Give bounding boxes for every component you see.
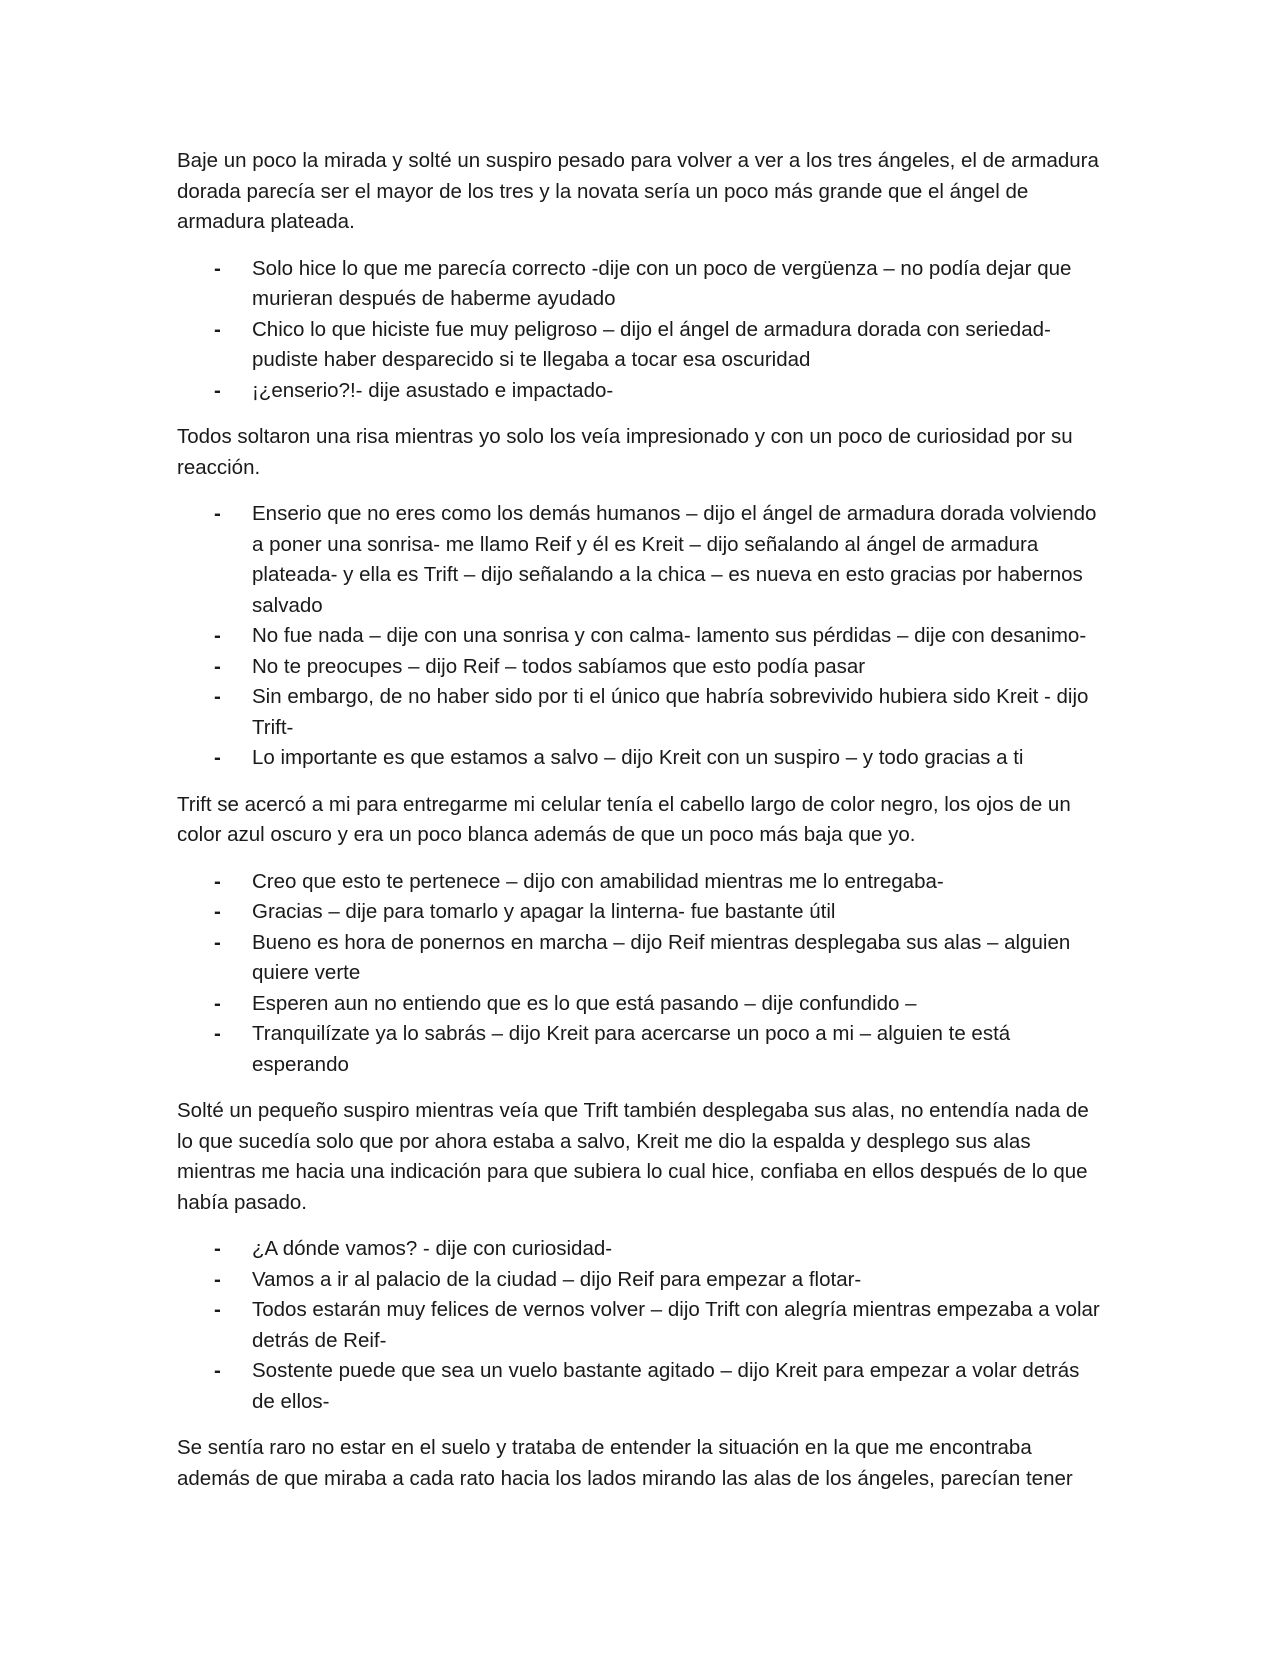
- dash-bullet: -: [214, 869, 221, 893]
- dash-bullet: -: [214, 685, 221, 708]
- dialogue-text: Gracias – dije para tomarlo y apagar la linterna- fue bastante útil: [252, 900, 836, 923]
- dash-bullet: -: [214, 1359, 221, 1382]
- dash-bullet: -: [214, 1267, 221, 1291]
- dialogue-text: ¿A dónde vamos? - dije con curiosidad-: [252, 1237, 613, 1260]
- dialogue-text: Solo hice lo que me parecía correcto -dije con un poco de vergüenza – no podía dejar que murieran después de haberme ayudado: [252, 256, 1072, 310]
- dialogue-list: [177, 254, 1107, 407]
- dialogue-line: [177, 897, 1107, 928]
- dialogue-text: Sin embargo, de no haber sido por ti el único que habría sobrevivido hubiera sido Kreit - dijo Trift-: [252, 685, 1089, 739]
- dialogue-line: [177, 621, 1107, 652]
- dialogue-line: [177, 652, 1107, 683]
- dialogue-text: Bueno es hora de ponernos en marcha – dijo Reif mientras desplegaba sus alas – alguien quiere verte: [252, 930, 1071, 984]
- dash-bullet: -: [214, 502, 221, 525]
- dialogue-line: [177, 1356, 1107, 1417]
- dash-bullet: -: [214, 1298, 221, 1321]
- dash-bullet: -: [214, 1237, 221, 1260]
- dash-bullet: -: [214, 746, 221, 769]
- document-page: [177, 146, 1107, 1510]
- paragraph: Trift se acercó a mi para entregarme mi celular tenía el cabello largo de color negro, los ojos de un color azul oscuro y era un poco blanca además de que un poco más baja que yo.: [177, 792, 1071, 846]
- dialogue-line: [177, 254, 1107, 315]
- dialogue-list: [177, 1234, 1107, 1417]
- dash-bullet: -: [214, 624, 221, 647]
- dialogue-text: No te preocupes – dijo Reif – todos sabíamos que esto podía pasar: [252, 654, 866, 678]
- dialogue-line: [177, 1265, 1107, 1296]
- dash-bullet: -: [214, 378, 221, 402]
- dash-bullet: -: [214, 930, 221, 954]
- dash-bullet: -: [214, 317, 221, 341]
- dialogue-text: ¡¿enserio?!- dije asustado e impactado-: [252, 378, 614, 402]
- dialogue-text: Esperen aun no entiendo que es lo que está pasando – dije confundido –: [252, 991, 917, 1015]
- dialogue-line: [177, 499, 1107, 621]
- dialogue-text: Todos estarán muy felices de vernos volver – dijo Trift con alegría mientras empezaba a volar detrás de Reif-: [252, 1298, 1100, 1352]
- dialogue-text: Chico lo que hiciste fue muy peligroso – dijo el ángel de armadura dorada con seriedad- pudiste haber desparecido si te llegaba a tocar esa oscuridad: [252, 317, 1051, 371]
- dialogue-line: [177, 1234, 1107, 1265]
- dialogue-line: [177, 743, 1107, 774]
- dialogue-line: [177, 376, 1107, 407]
- dialogue-text: Enserio que no eres como los demás humanos – dijo el ángel de armadura dorada volviendo a poner una sonrisa- me llamo Reif y él es Kreit – dijo señalando al ángel de armadura plateada- y ella es Trift – dijo señalando a la chica – es nueva en esto gracias por habernos salvado: [252, 502, 1097, 617]
- dialogue-text: Creo que esto te pertenece – dijo con amabilidad mientras me lo entregaba-: [252, 869, 944, 893]
- dialogue-text: Tranquilízate ya lo sabrás – dijo Kreit para acercarse un poco a mi – alguien te está esperando: [252, 1022, 1011, 1076]
- dash-bullet: -: [214, 991, 221, 1015]
- paragraph: Solté un pequeño suspiro mientras veía que Trift también desplegaba sus alas, no entendía nada de lo que sucedía solo que por ahora estaba a salvo, Kreit me dio la espalda y desplego sus alas mientras me hacia una indicación para que subiera lo cual hice, confiaba en ellos después de lo que había pasado.: [177, 1099, 1089, 1214]
- dialogue-text: Lo importante es que estamos a salvo – dijo Kreit con un suspiro – y todo gracias a ti: [252, 746, 1024, 769]
- dialogue-text: Vamos a ir al palacio de la ciudad – dijo Reif para empezar a flotar-: [252, 1267, 862, 1291]
- dash-bullet: -: [214, 1022, 221, 1045]
- dialogue-line: [177, 1019, 1107, 1080]
- paragraph: Se sentía raro no estar en el suelo y trataba de entender la situación en la que me encontraba además de que miraba a cada rato hacia los lados mirando las alas de los ángeles, parecían tener: [177, 1436, 1073, 1490]
- dialogue-line: [177, 928, 1107, 989]
- dialogue-list: [177, 499, 1107, 774]
- paragraph: Baje un poco la mirada y solté un suspiro pesado para volver a ver a los tres ángeles, el de armadura dorada parecía ser el mayor de los tres y la novata sería un poco más grande que el ángel de armadura plateada.: [177, 149, 1099, 233]
- dialogue-line: [177, 682, 1107, 743]
- dash-bullet: -: [214, 900, 221, 923]
- dialogue-line: [177, 1295, 1107, 1356]
- dialogue-line: [177, 315, 1107, 376]
- paragraph: Todos soltaron una risa mientras yo solo los veía impresionado y con un poco de curiosidad por su reacción.: [177, 425, 1073, 479]
- dialogue-line: [177, 867, 1107, 898]
- dash-bullet: -: [214, 256, 221, 280]
- dialogue-line: [177, 989, 1107, 1020]
- dialogue-text: Sostente puede que sea un vuelo bastante agitado – dijo Kreit para empezar a volar detrás de ellos-: [252, 1359, 1080, 1413]
- dash-bullet: -: [214, 654, 221, 678]
- dialogue-list: [177, 867, 1107, 1081]
- dialogue-text: No fue nada – dije con una sonrisa y con calma- lamento sus pérdidas – dije con desanimo-: [252, 624, 1087, 647]
